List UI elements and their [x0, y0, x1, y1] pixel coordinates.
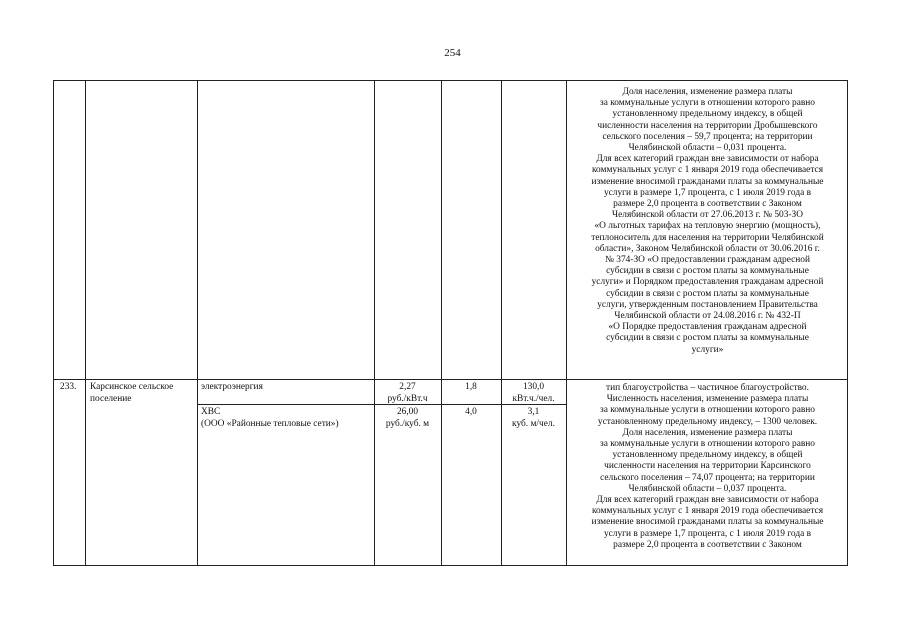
- description-line: Челябинской области – 0,037 процента.: [628, 483, 787, 494]
- description-line: теплоноситель для населения на территории Челябинской: [591, 232, 824, 243]
- description-line: размере 2,0 процента в соответствии с Законом: [613, 539, 802, 550]
- settlement-name-line: Карсинское сельское: [90, 382, 174, 392]
- description-line: субсидии в связи с ростом платы за коммунальные: [606, 266, 809, 277]
- service-name-line: (ООО «Районные тепловые сети»): [201, 419, 339, 430]
- tariff-unit: руб./кВт.ч: [387, 394, 428, 405]
- description-line: тип благоустройства – частичное благоустройство.: [606, 383, 809, 393]
- description-line: за коммунальные услуги в отношении которого равно: [599, 98, 815, 109]
- page-number: 254: [444, 47, 461, 59]
- description-line: коммунальных услуг с 1 января 2019 года обеспечивается: [591, 506, 824, 517]
- column-divider: [441, 80, 442, 566]
- settlement-name-line: поселение: [90, 394, 132, 405]
- description-line: размере 2,0 процента в соответствии с Законом: [613, 199, 802, 210]
- service-name: электроэнергия: [201, 382, 263, 392]
- description-line: «О Порядке предоставления гражданам адресной: [608, 322, 807, 333]
- description-line: «О льготных тарифах на тепловую энергию (мощность),: [594, 221, 821, 232]
- description-line: установленному предельному индексу, – 1300 человек.: [597, 416, 818, 427]
- tariff-value: 2,27: [399, 382, 416, 392]
- description-line: сельского поселения – 74,07 процента; на территории: [600, 472, 815, 483]
- description-line: Челябинской области – 0,031 процента.: [628, 143, 787, 154]
- row-index: 233.: [60, 382, 77, 392]
- index-value: 1,8: [465, 382, 477, 392]
- description-line: № 374-ЗО «О предоставлении гражданам адресной: [604, 255, 811, 266]
- description-line: услуги»: [691, 344, 724, 355]
- norm-cell: [501, 406, 566, 431]
- column-divider: [197, 80, 198, 566]
- upper-description: [567, 87, 848, 356]
- tariff-unit: руб./куб. м: [385, 419, 430, 430]
- row-divider: [53, 379, 848, 380]
- service-name: [201, 406, 339, 431]
- service-name-line: ХВС: [201, 407, 221, 417]
- index-value: 4,0: [465, 407, 477, 417]
- row-description: [567, 383, 848, 551]
- tariff-cell: [374, 381, 441, 406]
- description-line: численности населения на территории Дробышевского: [597, 120, 818, 131]
- description-line: установленному предельному индексу, в общей: [612, 109, 803, 120]
- column-divider: [501, 80, 502, 566]
- description-line: Для всех категорий граждан вне зависимости от набора: [596, 154, 819, 165]
- description-line: изменение вносимой гражданами платы за коммунальные: [591, 176, 824, 187]
- description-line: Для всех категорий граждан вне зависимости от набора: [596, 495, 819, 506]
- description-line: за коммунальные услуги в отношении которого равно: [599, 405, 815, 416]
- description-line: услуги в размере 1,7 процента, с 1 июля 2019 года в: [603, 528, 812, 539]
- tariff-cell: [374, 406, 441, 431]
- column-divider: [374, 80, 375, 566]
- description-line: субсидии в связи с ростом платы за коммунальные: [606, 333, 809, 344]
- norm-unit: куб. м/чел.: [512, 419, 555, 430]
- column-divider: [85, 80, 86, 566]
- norm-value: 3,1: [527, 407, 540, 417]
- norm-cell: [501, 381, 566, 406]
- description-line: Численность населения, изменение размера платы: [606, 394, 809, 405]
- settlement-name: [90, 381, 173, 406]
- tariff-value: 26,00: [396, 407, 419, 417]
- description-line: установленному предельному индексу, в общей: [612, 450, 803, 461]
- description-line: субсидии в связи с ростом платы за коммунальные: [606, 288, 809, 299]
- description-line: услуги в размере 1,7 процента, с 1 июля 2019 года в: [603, 187, 812, 198]
- description-line: Челябинской области от 27.06.2013 г. № 503-ЗО: [612, 210, 803, 221]
- description-line: за коммунальные услуги в отношении которого равно: [599, 439, 815, 450]
- description-line: услуги, утвержденным постановлением Правительства: [597, 299, 818, 310]
- description-line: услуги» и Порядком предоставления гражданам адресной: [591, 277, 824, 288]
- description-line: области», Законом Челябинской области от 30.06.2016 г.: [595, 243, 820, 254]
- description-line: Челябинской области от 24.08.2016 г. № 432-П: [614, 311, 801, 322]
- description-line: Доля населения, изменение размера платы: [622, 87, 793, 97]
- norm-unit: кВт.ч./чел.: [512, 394, 555, 405]
- description-line: сельского поселения – 59,7 процента; на территории: [602, 131, 813, 142]
- description-line: изменение вносимой гражданами платы за коммунальные: [591, 517, 824, 528]
- norm-value: 130,0: [522, 382, 545, 392]
- description-line: численности населения на территории Карсинского: [604, 461, 811, 472]
- description-line: коммунальных услуг с 1 января 2019 года обеспечивается: [591, 165, 824, 176]
- description-line: Доля населения, изменение размера платы: [622, 427, 793, 438]
